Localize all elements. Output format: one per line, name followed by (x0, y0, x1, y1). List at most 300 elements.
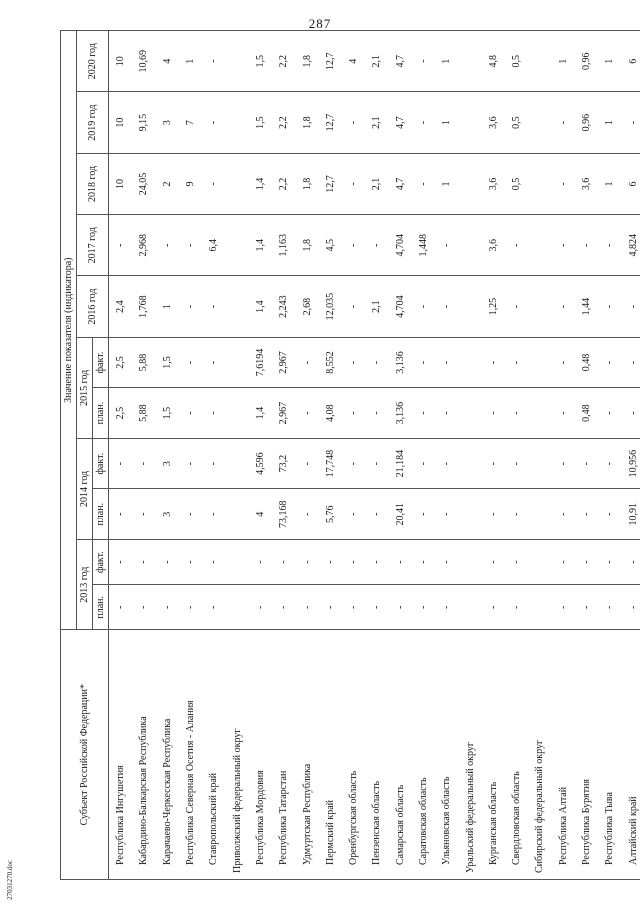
value-cell: - (342, 92, 365, 153)
value-cell: - (552, 540, 575, 585)
value-cell: 24,05 (132, 153, 155, 214)
value-cell: 2,1 (365, 31, 388, 92)
value-cell: - (202, 585, 225, 630)
value-cell: - (156, 585, 179, 630)
value-cell: - (295, 585, 318, 630)
value-cell: 1,25 (482, 276, 505, 337)
value-cell: 1,5 (156, 337, 179, 388)
value-cell: - (365, 337, 388, 388)
value-cell: 1 (598, 31, 621, 92)
region-name: Пензенская область (365, 630, 388, 880)
value-cell: 4,824 (622, 215, 640, 276)
value-cell: - (412, 153, 435, 214)
value-cell: - (598, 276, 621, 337)
value-cell (458, 388, 481, 439)
value-cell: - (622, 585, 640, 630)
value-cell: - (622, 276, 640, 337)
value-cell: 2 (156, 153, 179, 214)
region-name: Республика Ингушетия (109, 630, 133, 880)
page-number: 287 (308, 16, 332, 31)
value-cell: 73,2 (272, 438, 295, 489)
value-cell (458, 92, 481, 153)
value-cell: 7,6194 (249, 337, 272, 388)
value-cell: 73,168 (272, 489, 295, 540)
value-cell: - (552, 337, 575, 388)
value-cell: 2,1 (365, 92, 388, 153)
value-cell (528, 540, 551, 585)
value-cell: 4,8 (482, 31, 505, 92)
value-cell: - (272, 540, 295, 585)
footer-file-name: 27031270.doc (6, 860, 14, 900)
value-cell (458, 438, 481, 489)
value-cell: - (482, 585, 505, 630)
value-cell (528, 585, 551, 630)
value-cell: 1,5 (249, 31, 272, 92)
value-cell (225, 276, 248, 337)
value-cell (458, 153, 481, 214)
value-cell: - (342, 585, 365, 630)
value-cell: - (435, 215, 458, 276)
value-cell: - (505, 337, 528, 388)
value-cell: 1,8 (295, 31, 318, 92)
value-cell: 4 (342, 31, 365, 92)
value-cell: 0,5 (505, 92, 528, 153)
value-cell: 1,4 (249, 153, 272, 214)
value-cell: - (598, 337, 621, 388)
region-name: Оренбургская область (342, 630, 365, 880)
table-row (179, 31, 202, 880)
value-cell: 1 (552, 31, 575, 92)
value-cell (225, 388, 248, 439)
value-cell: 10,91 (622, 489, 640, 540)
value-cell: 4,596 (249, 438, 272, 489)
value-cell: - (598, 388, 621, 439)
value-cell: - (156, 215, 179, 276)
value-cell: 10 (109, 31, 133, 92)
value-cell: - (342, 337, 365, 388)
value-cell (458, 585, 481, 630)
value-cell: - (179, 215, 202, 276)
value-cell: 17,748 (319, 438, 342, 489)
value-cell: 2,967 (272, 388, 295, 439)
value-cell: 3 (156, 438, 179, 489)
region-name: Республика Мордовия (249, 630, 272, 880)
value-cell: - (505, 585, 528, 630)
value-cell: - (575, 540, 598, 585)
value-cell: 7 (179, 92, 202, 153)
value-cell: - (202, 489, 225, 540)
value-cell: 1 (179, 31, 202, 92)
year-header: 2018 год (77, 153, 109, 214)
value-cell (225, 153, 248, 214)
value-cell: - (412, 489, 435, 540)
value-cell: 3,6 (482, 92, 505, 153)
table-container (60, 30, 640, 880)
value-cell: 9,15 (132, 92, 155, 153)
value-cell: 10 (109, 92, 133, 153)
value-cell: 5,88 (132, 337, 155, 388)
value-cell: - (319, 540, 342, 585)
table-row (389, 31, 412, 880)
value-cell: 10 (109, 153, 133, 214)
value-cell (528, 489, 551, 540)
value-cell: - (412, 92, 435, 153)
value-cell: - (622, 540, 640, 585)
value-cell: 12,035 (319, 276, 342, 337)
value-cell: 3 (156, 92, 179, 153)
value-cell: - (179, 540, 202, 585)
value-cell: 3,6 (482, 215, 505, 276)
value-cell: 3 (156, 489, 179, 540)
value-cell (458, 489, 481, 540)
table-row (272, 31, 295, 880)
value-cell: 1,5 (249, 92, 272, 153)
value-cell: - (295, 489, 318, 540)
value-cell: - (389, 585, 412, 630)
value-cell: - (342, 438, 365, 489)
value-cell: 1 (435, 31, 458, 92)
value-cell: 1,163 (272, 215, 295, 276)
indicator-group-header: Значение показателя (индикатора) (61, 31, 77, 630)
value-cell: 12,7 (319, 153, 342, 214)
value-cell: 0,5 (505, 153, 528, 214)
value-cell: - (202, 153, 225, 214)
value-cell: 0,5 (505, 31, 528, 92)
table-row (412, 31, 435, 880)
fact-subheader: факт. (93, 540, 109, 585)
value-cell: - (179, 585, 202, 630)
value-cell: - (552, 153, 575, 214)
year-header: 2017 год (77, 215, 109, 276)
value-cell: - (435, 388, 458, 439)
value-cell: 3,6 (482, 153, 505, 214)
value-cell: - (179, 388, 202, 439)
value-cell: 1,5 (156, 388, 179, 439)
value-cell: 4,704 (389, 276, 412, 337)
value-cell: 4,7 (389, 92, 412, 153)
value-cell (225, 438, 248, 489)
region-name: Самарская область (389, 630, 412, 880)
value-cell: 12,7 (319, 31, 342, 92)
region-name: Удмуртская Республика (295, 630, 318, 880)
value-cell: - (365, 540, 388, 585)
value-cell: - (156, 540, 179, 585)
value-cell: - (202, 31, 225, 92)
value-cell: - (482, 337, 505, 388)
value-cell: - (412, 438, 435, 489)
value-cell: 12,7 (319, 92, 342, 153)
plan-subheader: план. (93, 388, 109, 439)
value-cell: 9 (179, 153, 202, 214)
value-cell (458, 540, 481, 585)
value-cell: 1 (598, 153, 621, 214)
value-cell: 2,2 (272, 31, 295, 92)
value-cell: - (342, 489, 365, 540)
value-cell: - (412, 31, 435, 92)
value-cell: - (202, 337, 225, 388)
value-cell: 0,96 (575, 92, 598, 153)
value-cell: - (295, 388, 318, 439)
value-cell: - (552, 276, 575, 337)
value-cell: 2,968 (132, 215, 155, 276)
value-cell: - (435, 585, 458, 630)
value-cell: 2,5 (109, 388, 133, 439)
table-row (202, 31, 225, 880)
district-name: Сибирский федеральный округ (528, 630, 551, 880)
value-cell: - (575, 585, 598, 630)
value-cell: - (505, 540, 528, 585)
value-cell: - (202, 92, 225, 153)
value-cell: 8,552 (319, 337, 342, 388)
region-column-header: Субъект Российской Федерации* (61, 630, 109, 880)
value-cell: - (249, 540, 272, 585)
region-name: Свердловская область (505, 630, 528, 880)
value-cell (225, 31, 248, 92)
value-cell: - (552, 585, 575, 630)
value-cell: 1,8 (295, 92, 318, 153)
value-cell: 4 (156, 31, 179, 92)
table-row (132, 31, 155, 880)
value-cell: - (179, 438, 202, 489)
district-row (458, 31, 481, 880)
value-cell: 1 (598, 92, 621, 153)
value-cell: 2,243 (272, 276, 295, 337)
value-cell: 5,76 (319, 489, 342, 540)
region-name: Карачаево-Черкесская Республика (156, 630, 179, 880)
value-cell: 4 (249, 489, 272, 540)
value-cell: 2,2 (272, 92, 295, 153)
value-cell (528, 438, 551, 489)
value-cell: - (109, 585, 133, 630)
value-cell (225, 540, 248, 585)
value-cell: 2,1 (365, 153, 388, 214)
table-row (552, 31, 575, 880)
value-cell: 10,69 (132, 31, 155, 92)
value-cell: 2,5 (109, 337, 133, 388)
year-header: 2015 год (77, 337, 93, 438)
table-row (622, 31, 640, 880)
value-cell: 6 (622, 31, 640, 92)
value-cell: - (179, 276, 202, 337)
value-cell: 1,4 (249, 388, 272, 439)
value-cell: 1 (435, 92, 458, 153)
region-name: Республика Бурятия (575, 630, 598, 880)
value-cell: - (412, 388, 435, 439)
value-cell: - (179, 337, 202, 388)
indicator-table (60, 30, 640, 880)
year-header: 2014 год (77, 438, 93, 539)
value-cell: 3,136 (389, 337, 412, 388)
table-row (319, 31, 342, 880)
value-cell: 20,41 (389, 489, 412, 540)
value-cell: - (482, 388, 505, 439)
value-cell (225, 337, 248, 388)
region-name: Пермский край (319, 630, 342, 880)
value-cell: - (295, 438, 318, 489)
value-cell (458, 337, 481, 388)
value-cell: - (505, 438, 528, 489)
table-row (249, 31, 272, 880)
value-cell: - (342, 153, 365, 214)
value-cell: - (412, 585, 435, 630)
value-cell: - (179, 489, 202, 540)
year-header: 2020 год (77, 31, 109, 92)
value-cell: - (435, 489, 458, 540)
value-cell: - (365, 585, 388, 630)
value-cell: 6,4 (202, 215, 225, 276)
table-row (598, 31, 621, 880)
table-row (156, 31, 179, 880)
region-name: Республика Тыва (598, 630, 621, 880)
value-cell (225, 489, 248, 540)
district-name: Уральский федеральный округ (458, 630, 481, 880)
value-cell: - (435, 337, 458, 388)
value-cell (458, 31, 481, 92)
value-cell: - (319, 585, 342, 630)
region-name: Курганская область (482, 630, 505, 880)
value-cell: - (552, 438, 575, 489)
value-cell: - (575, 489, 598, 540)
table-row (109, 31, 133, 880)
value-cell: - (202, 276, 225, 337)
value-cell: - (132, 585, 155, 630)
value-cell: - (342, 388, 365, 439)
value-cell (528, 92, 551, 153)
value-cell: - (109, 489, 133, 540)
plan-subheader: план. (93, 585, 109, 630)
value-cell: - (552, 489, 575, 540)
value-cell: - (575, 215, 598, 276)
value-cell: - (482, 438, 505, 489)
value-cell: - (132, 489, 155, 540)
value-cell: 1,8 (295, 215, 318, 276)
value-cell: - (132, 540, 155, 585)
value-cell: 1,44 (575, 276, 598, 337)
district-row (528, 31, 551, 880)
value-cell: - (412, 540, 435, 585)
value-cell: - (412, 337, 435, 388)
region-name: Кабардино-Балкарская Республика (132, 630, 155, 880)
region-name: Ставропольский край (202, 630, 225, 880)
value-cell: - (365, 438, 388, 489)
value-cell: 1,4 (249, 215, 272, 276)
value-cell: - (552, 92, 575, 153)
value-cell: 1 (156, 276, 179, 337)
value-cell: 2,68 (295, 276, 318, 337)
value-cell: - (482, 540, 505, 585)
value-cell: - (109, 540, 133, 585)
value-cell: 1,8 (295, 153, 318, 214)
year-header: 2013 год (77, 540, 93, 630)
value-cell: 6 (622, 153, 640, 214)
value-cell: - (202, 388, 225, 439)
plan-subheader: план. (93, 489, 109, 540)
value-cell: - (552, 388, 575, 439)
region-name: Республика Северная Осетия - Алания (179, 630, 202, 880)
value-cell: - (435, 438, 458, 489)
value-cell: 4,704 (389, 215, 412, 276)
value-cell: 4,7 (389, 31, 412, 92)
value-cell: - (598, 438, 621, 489)
value-cell: 0,48 (575, 388, 598, 439)
value-cell: 10,956 (622, 438, 640, 489)
table-row (342, 31, 365, 880)
value-cell: - (202, 438, 225, 489)
value-cell: 2,967 (272, 337, 295, 388)
value-cell (458, 215, 481, 276)
value-cell: 4,5 (319, 215, 342, 276)
value-cell: - (132, 438, 155, 489)
region-name: Республика Татарстан (272, 630, 295, 880)
value-cell: - (342, 276, 365, 337)
value-cell: 0,96 (575, 31, 598, 92)
table-row (575, 31, 598, 880)
value-cell: - (109, 438, 133, 489)
value-cell (528, 215, 551, 276)
value-cell: - (505, 276, 528, 337)
value-cell: - (598, 215, 621, 276)
value-cell (458, 276, 481, 337)
value-cell (528, 337, 551, 388)
value-cell (528, 153, 551, 214)
value-cell: 2,4 (109, 276, 133, 337)
value-cell: 4,7 (389, 153, 412, 214)
table-body (109, 31, 640, 880)
value-cell: - (412, 276, 435, 337)
value-cell: - (365, 489, 388, 540)
value-cell: - (295, 540, 318, 585)
region-name: Ульяновская область (435, 630, 458, 880)
value-cell: - (482, 489, 505, 540)
value-cell: - (622, 388, 640, 439)
region-name: Республика Алтай (552, 630, 575, 880)
fact-subheader: факт. (93, 337, 109, 388)
value-cell: 4,08 (319, 388, 342, 439)
value-cell: - (342, 215, 365, 276)
value-cell: - (552, 215, 575, 276)
value-cell (225, 92, 248, 153)
region-name: Саратовская область (412, 630, 435, 880)
value-cell: - (622, 337, 640, 388)
region-name: Алтайский край (622, 630, 640, 880)
value-cell: - (342, 540, 365, 585)
value-cell: 21,184 (389, 438, 412, 489)
value-cell: - (505, 388, 528, 439)
table-row (482, 31, 505, 880)
district-name: Приволжский федеральный округ (225, 630, 248, 880)
value-cell: - (435, 276, 458, 337)
year-header: 2016 год (77, 276, 109, 337)
value-cell: 1 (435, 153, 458, 214)
table-row (505, 31, 528, 880)
value-cell: 5,88 (132, 388, 155, 439)
table-row (295, 31, 318, 880)
value-cell: - (622, 92, 640, 153)
value-cell: - (389, 540, 412, 585)
value-cell: 2,2 (272, 153, 295, 214)
value-cell: - (505, 215, 528, 276)
value-cell: 1,448 (412, 215, 435, 276)
value-cell: - (575, 438, 598, 489)
value-cell: 0,48 (575, 337, 598, 388)
value-cell: 2,1 (365, 276, 388, 337)
value-cell: - (598, 540, 621, 585)
value-cell: - (249, 585, 272, 630)
value-cell (225, 215, 248, 276)
value-cell: - (202, 540, 225, 585)
table-row (365, 31, 388, 880)
value-cell: - (295, 337, 318, 388)
